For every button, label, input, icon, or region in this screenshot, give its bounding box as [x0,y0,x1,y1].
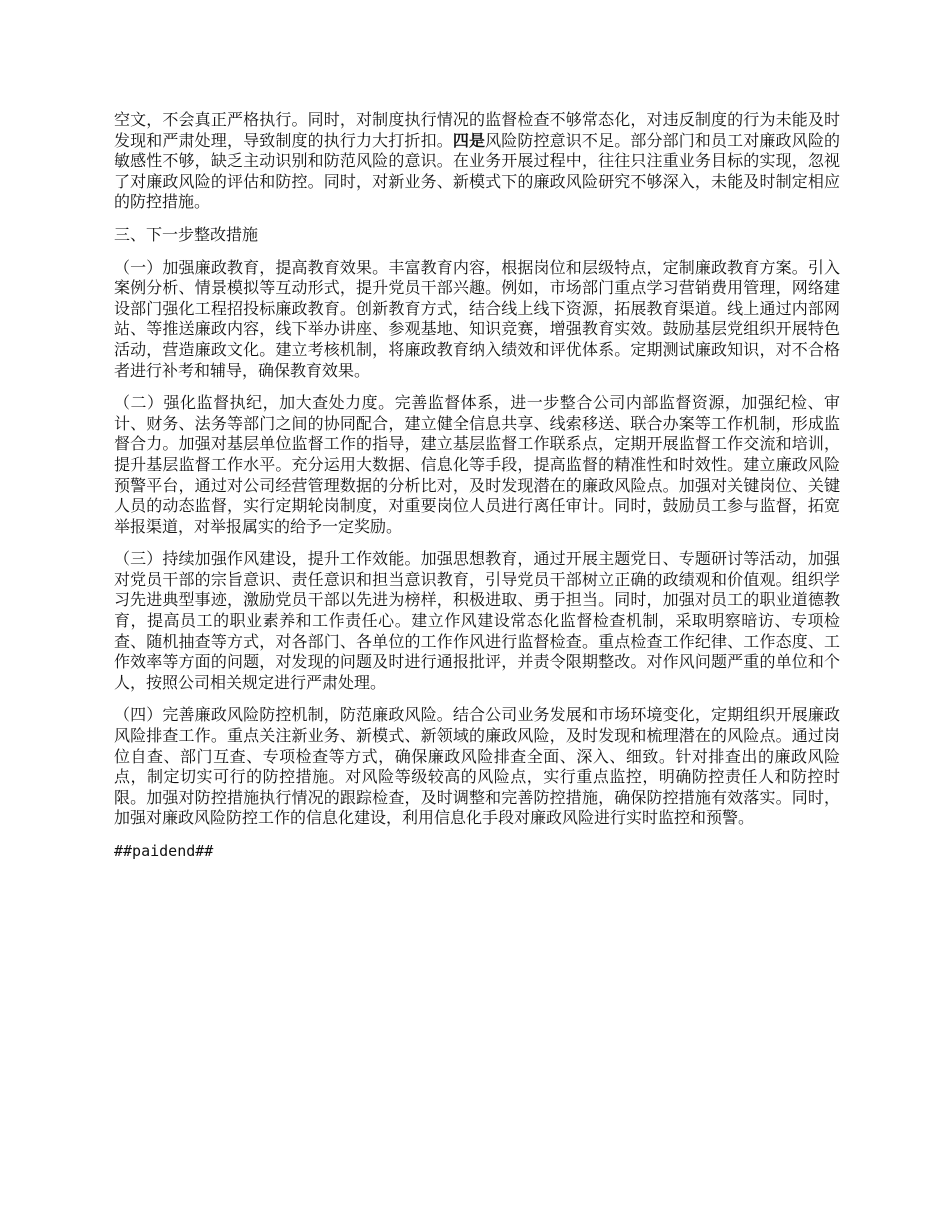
document-body [114,110,840,877]
intro-text-after: 风险防控意识不足。部分部门和员工对廉政风险的敏感性不够，缺乏主动识别和防范风险的意识。在业务开展过程中，往往只注重业务目标的实现，忽视了对廉政风险的评估和防控。同时，对新业务、新模式下的廉政风险研究不够深入，未能及时制定相应的防控措施。 [114,130,840,212]
intro-paragraph [114,110,840,213]
paid-end-marker: ##paidend## [114,842,214,860]
intro-text-before: 空文，不会真正严格执行。同时，对制度执行情况的监督检查不够常态化，对违反制度的行为未能及时发现和严肃处理，导致制度的执行力大打折扣。 [114,110,840,150]
section-heading: 三、下一步整改措施 [114,224,259,244]
intro-bold-marker: 四是 [452,130,486,150]
measure-paragraph-1: （一）加强廉政教育，提高教育效果。丰富教育内容，根据岗位和层级特点，定制廉政教育方案。引入案例分析、情景模拟等互动形式，提升党员干部兴趣。例如，市场部门重点学习营销费用管理，网络建设部门强化工程招投标廉政教育。创新教育方式，结合线上线下资源，拓展教育渠道。线上通过内部网站、等推送廉政内容，线下举办讲座、参观基地、知识竞赛，增强教育实效。鼓励基层党组织开展特色活动，营造廉政文化。建立考核机制，将廉政教育纳入绩效和评优体系。定期测试廉政知识，对不合格者进行补考和辅导，确保教育效果。 [114,257,840,380]
measure-paragraph-2: （二）强化监督执纪，加大查处力度。完善监督体系，进一步整合公司内部监督资源，加强纪检、审计、财务、法务等部门之间的协同配合，建立健全信息共享、线索移送、联合办案等工作机制，形成监督合力。加强对基层单位监督工作的指导，建立基层监督工作联系点，定期开展监督工作交流和培训，提升基层监督工作水平。充分运用大数据、信息化等手段，提高监督的精准性和时效性。建立廉政风险预警平台，通过对公司经营管理数据的分析比对，及时发现潜在的廉政风险点。加强对关键岗位、关键人员的动态监督，实行定期轮岗制度，对重要岗位人员进行离任审计。同时，鼓励员工参与监督，拓宽举报渠道，对举报属实的给予一定奖励。 [114,393,840,536]
measure-paragraph-4: （四）完善廉政风险防控机制，防范廉政风险。结合公司业务发展和市场环境变化，定期组织开展廉政风险排查工作。重点关注新业务、新模式、新领域的廉政风险，及时发现和梳理潜在的风险点。通过岗位自查、部门互查、专项检查等方式，确保廉政风险排查全面、深入、细致。针对排查出的廉政风险点，制定切实可行的防控措施。对风险等级较高的风险点，实行重点监控，明确防控责任人和防控时限。加强对防控措施执行情况的跟踪检查，及时调整和完善防控措施，确保防控措施有效落实。同时，加强对廉政风险防控工作的信息化建设，利用信息化手段对廉政风险进行实时监控和预警。 [114,705,840,828]
measure-paragraph-3: （三）持续加强作风建设，提升工作效能。加强思想教育，通过开展主题党日、专题研讨等活动，加强对党员干部的宗旨意识、责任意识和担当意识教育，引导党员干部树立正确的政绩观和价值观。组织学习先进典型事迹，激励党员干部以先进为榜样，积极进取、勇于担当。同时，加强对员工的职业道德教育，提高员工的职业素养和工作责任心。建立作风建设常态化监督检查机制，采取明察暗访、专项检查、随机抽查等方式，对各部门、各单位的工作作风进行监督检查。重点检查工作纪律、工作态度、工作效率等方面的问题，对发现的问题及时进行通报批评，并责令限期整改。对作风问题严重的单位和个人，按照公司相关规定进行严肃处理。 [114,549,840,692]
